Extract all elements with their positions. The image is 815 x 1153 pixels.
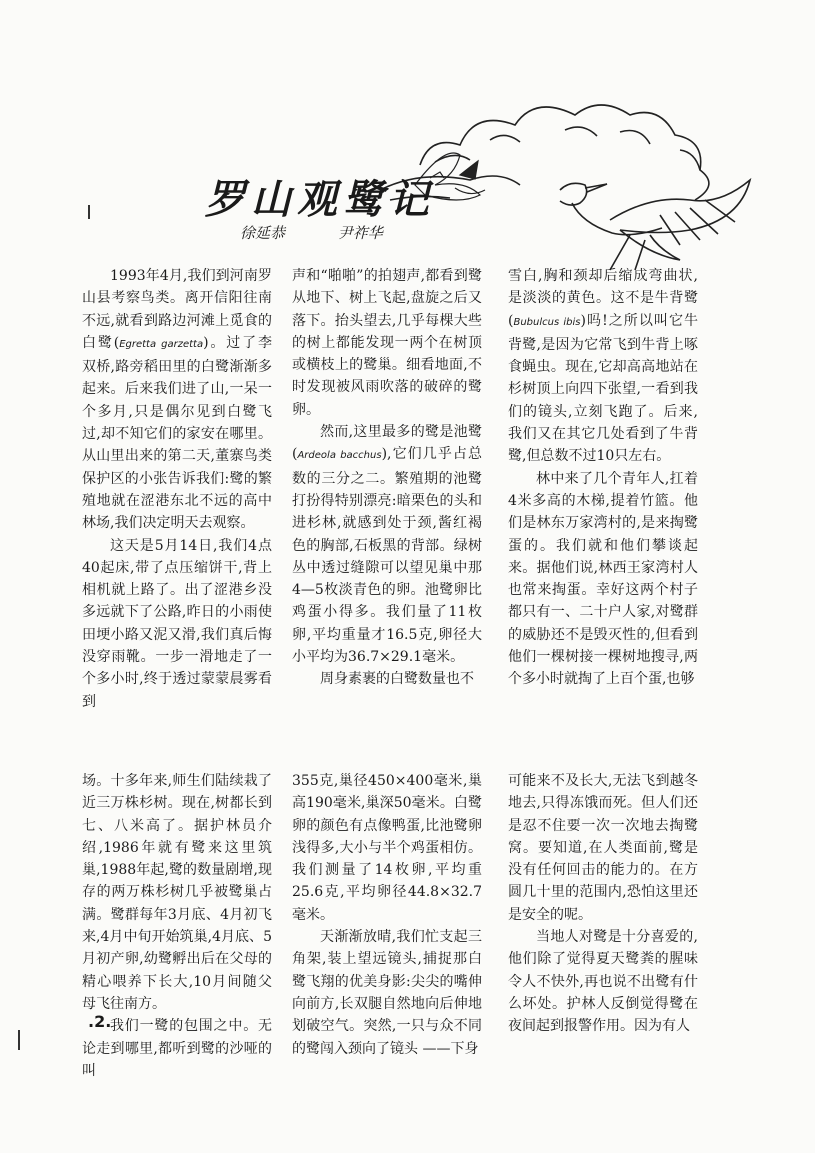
text-column (292, 770, 482, 1057)
paragraph: 雪白,胸和颈却后缩成弯曲状,是淡淡的黄色。这不是牛背鹭(Bubulcus ibis)吗!之所以叫它牛背鹭,是因为它常飞到牛背上啄食蝇虫。现在,它却高高地站在杉树顶上向四下张望,一看到我们的镜头,立刻飞跑了。后来,我们又在其它几处看到了牛背鹭,但总数不过10只左右。 (508, 268, 698, 465)
page-number: .2. (88, 1012, 112, 1031)
text-column (508, 265, 698, 688)
paragraph: 周身素裹的白鹭数量也不 (320, 671, 474, 688)
paragraph: 当地人对鹭是十分喜爱的,他们除了觉得夏天鹭粪的腥味令人不快外,再也说不出鹭有什么坏处。护林人反倒觉得鹭在夜间起到报警作用。因为有人 (508, 929, 698, 1035)
margin-mark (18, 1030, 20, 1050)
authors-line (240, 222, 431, 243)
margin-mark (88, 205, 90, 219)
paragraph: 林中来了几个青年人,扛着4米多高的木梯,提着竹篮。他们是林东万家湾村的,是来掏鹭蛋的。我们就和他们攀谈起来。据他们说,林西王家湾村人也常来掏蛋。幸好这两个村子都只有一、二十户人家,对鹭群的威胁还不是毁灭性的,但看到他们一棵树接一棵树地搜寻,两个多小时就掏了上百个蛋,也够 (508, 470, 698, 688)
paragraph: 可能来不及长大,无法飞到越冬地去,只得冻饿而死。但人们还是忍不住要一次一次地去掏鹭窝。要知道,在人类面前,鹭是没有任何回击的能力的。在方圆几十里的范围内,恐怕这里还是安全的呢。 (508, 773, 698, 923)
paragraph: 我们一鹭的包围之中。无论走到哪里,都听到鹭的沙哑的叫 (82, 1018, 272, 1079)
text-column (292, 265, 482, 688)
article-title: 罗山观鹭记 (205, 176, 435, 223)
author-name: 尹祚华 (337, 224, 383, 242)
paragraph: 天渐渐放晴,我们忙支起三角架,装上望远镜头,捕捉那白鹭飞翔的优美身影:尖尖的嘴伸向前方,长双腿自然地向后伸地划破空气。突然,一只与众不同的鹭闯入颈向了镜头 ——下身 (292, 929, 482, 1057)
paragraph: 然而,这里最多的鹭是池鹭(Ardeola bacchus),它们几乎占总数的三分之二。繁殖期的池鹭打扮得特别漂亮:暗栗色的头和进杉林,就感到处于颈,酱红褐色的胸部,石板黑的背部。绿树丛中透过缝隙可以望见巢中那4—5枚淡青色的卵。池鹭卵比鸡蛋小得多。我们量了11枚卵,平均重量才16.5克,卵径大小平均为36.7×29.1毫米。 (292, 424, 482, 666)
text-column (82, 770, 272, 1079)
paragraph: 1993年4月,我们到河南罗山县考察鸟类。离开信阳往南不远,就看到路边河滩上觅食的白鹭(Egretta garzetta)。过了李双桥,路旁稻田里的白鹭渐渐多起来。后来我们进了山,一呆一个多月,只是偶尔见到白鹭飞过,却不知它们的家安在哪里。从山里出来的第二天,董寨鸟类保护区的小张告诉我们:鹭的繁殖地就在涩港东北不远的高中林场,我们决定明天去观察。 (82, 268, 272, 532)
latin-name: Bubulcus ibis (513, 316, 581, 328)
text-column (508, 770, 698, 1040)
latin-name: Ardeola bacchus (297, 450, 382, 462)
paragraph: 场。十多年来,师生们陆续栽了近三万株杉树。现在,树都长到七、八米高了。据护林员介绍,1986年就有鹭来这里筑巢,1988年起,鹭的数量剧增,现存的两万株杉树几乎被鹭巢占满。鹭群每年3月底、4月初飞来,4月中旬开始筑巢,4月底、5月初产卵,幼鹭孵出后在父母的精心喂养下长大,10月间随父母飞往南方。 (82, 773, 272, 1012)
text-column (82, 265, 272, 710)
paragraph: 355克,巢径450×400毫米,巢高190毫米,巢深50毫米。白鹭卵的颜色有点像鸭蛋,比池鹭卵浅得多,大小与半个鸡蛋相仿。我们测量了14枚卵,平均重25.6克,平均卵径44.8×32.7毫米。 (292, 773, 482, 923)
paragraph: 这天是5月14日,我们4点40起床,带了点压缩饼干,背上相机就上路了。出了涩港乡没多远就下了公路,昨日的小雨使田埂小路又泥又滑,我们真后悔没穿雨靴。一步一滑地走了一个多小时,终于透过蒙蒙晨雾看到 (82, 537, 272, 710)
paragraph: 声和“啪啪”的拍翅声,都看到鹭从地下、树上飞起,盘旋之后又落下。抬头望去,几乎每棵大些的树上都能发现一两个在树顶或横枝上的鹭巢。细看地面,不时发现被风雨吹落的破碎的鹭卵。 (292, 268, 482, 418)
author-name: 徐延恭 (240, 224, 286, 242)
latin-name: Egretta garzetta (119, 338, 204, 350)
